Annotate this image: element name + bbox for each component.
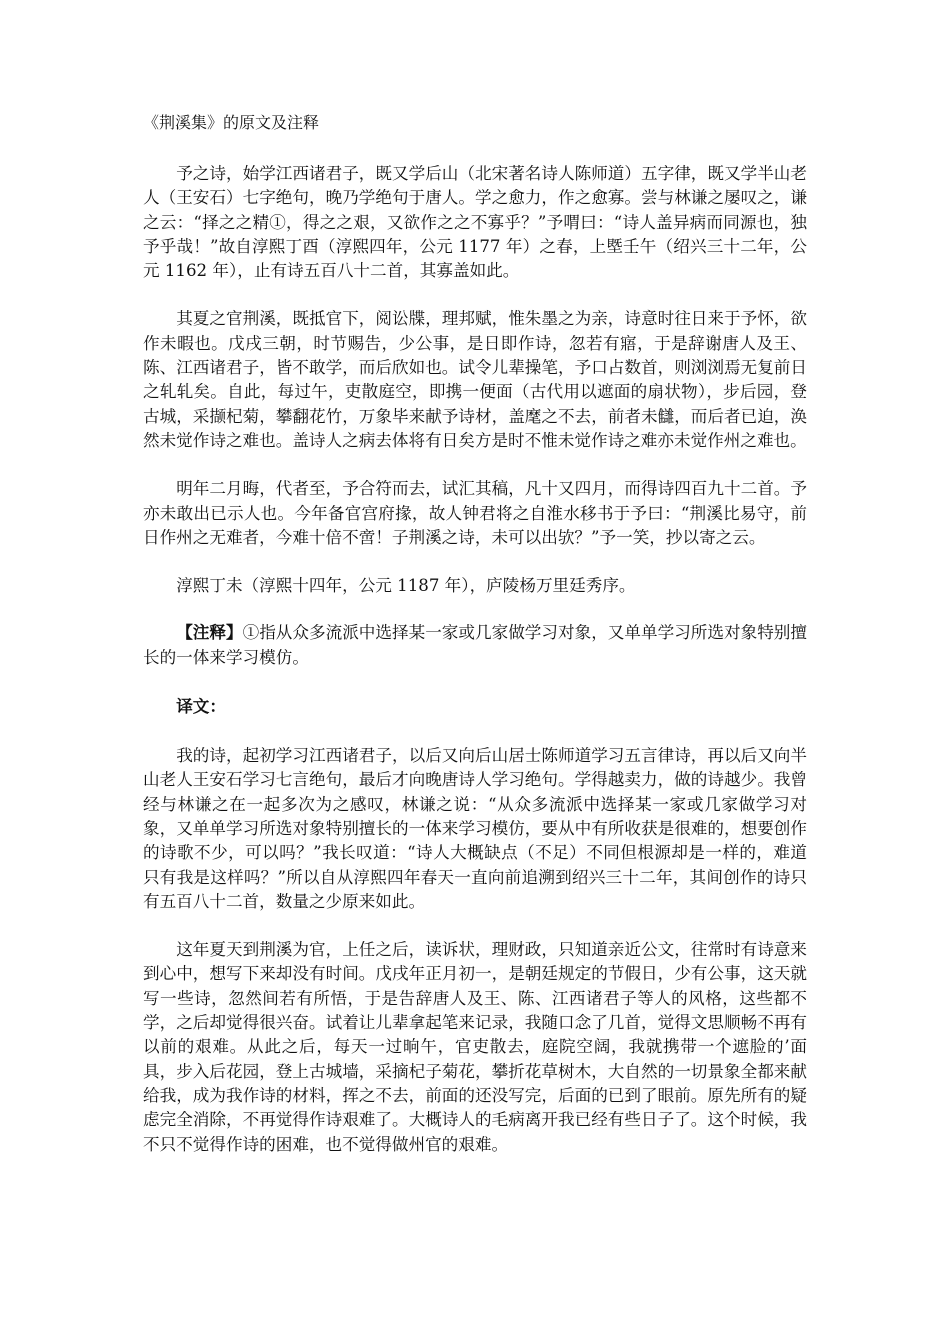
original-paragraph-1: 予之诗，始学江西诸君子，既又学后山（北宋著名诗人陈师道）五字律，既又学半山老人（王安石）七字绝句，晚乃学绝句于唐人。学之愈力，作之愈寡。尝与林谦之屡叹之，谦之云：“择之之精①，得之之艰，又欲作之之不寡乎？”予喟曰：“诗人盖异病而同源也，独予乎哉！”故自淳熙丁酉（淳熙四年，公元 1177 年）之春，上塈壬午（绍兴三十二年，公元 1162 年），止有诗五百八十二首，其寡盖如此。 — [143, 164, 807, 281]
document-page — [143, 110, 807, 1181]
annotation-label: 【注释】 — [176, 622, 243, 643]
original-paragraph-2: 其夏之官荆溪，既抵官下，阅讼牒，理邦赋，惟朱墨之为亲，诗意时往日来于予怀，欲作未暇也。戊戌三朝，时节赐告，少公事，是日即作诗，忽若有寤，于是辞谢唐人及王、陈、江西诸君子，皆不敢学，而后欣如也。试令儿辈操笔，予口占数首，则浏浏焉无复前日之轧轧矣。自此，每过午，吏散庭空，即携一便面（古代用以遮面的扇状物），步后园，登古城，采撷杞菊，攀翻花竹，万象毕来献予诗材，盖麾之不去，前者未讎，而后者已迫，涣然未觉作诗之难也。盖诗人之病去体将有日矣方是时不惟未觉作诗之难亦未觉作州之难也。 — [143, 309, 807, 450]
original-paragraph-3: 明年二月晦，代者至，予合符而去，试汇其稿，凡十又四月，而得诗四百九十二首。予亦未敢出已示人也。今年备官宫府掾，故人钟君将之自淮水移书于予曰：“荆溪比易守，前日作州之无难者，今难十倍不啻！子荆溪之诗，未可以出欤？”予一笑，抄以寄之云。 — [143, 479, 807, 547]
translation-paragraph-2: 这年夏天到荆溪为官，上任之后，读诉状，理财政，只知道亲近公文，往常时有诗意来到心中，想写下来却没有时间。戊戌年正月初一，是朝廷规定的节假日，少有公事，这天就写一些诗，忽然间若有所悟，于是告辞唐人及王、陈、江西诸君子等人的风格，这些都不学，之后却觉得很兴奋。试着让儿辈拿起笔来记录，我随口念了几首，觉得文思顺畅不再有以前的艰难。从此之后，每天一过晌午，官吏散去，庭院空阔，我就携带一个遮脸的’面具，步入后花园，登上古城墙，采摘杞子菊花，攀折花草树木，大自然的一切景象全都来献给我，成为我作诗的材料，挥之不去，前面的还没写完，后面的已到了眼前。原先所有的疑虑完全消除，不再觉得作诗艰难了。大概诗人的毛病离开我已经有些日子了。这个时候，我不只不觉得作诗的困难，也不觉得做州官的艰难。 — [143, 940, 807, 1154]
document-title: 《荆溪集》的原文及注释 — [143, 113, 320, 132]
original-paragraph-4: 淳熙丁未（淳熙十四年，公元 1187 年），庐陵杨万里廷秀序。 — [176, 576, 636, 596]
translation-paragraph-1: 我的诗，起初学习江西诸君子，以后又向后山居士陈师道学习五言律诗，再以后又向半山老人王安石学习七言绝句，最后才向晚唐诗人学习绝句。学得越卖力，做的诗越少。我曾经与林谦之在一起多次为之感叹，林谦之说：“从众多流派中选择某一家或几家做学习对象，又单单学习所选对象特别擅长的一体来学习模仿，要从中有所收获是很难的，想要创作的诗歌不少，可以吗？”我长叹道：“诗人大概缺点（不足）不同但根源却是一样的，难道只有我是这样吗？”所以自从淳熙四年春天一直向前追溯到绍兴三十二年，其间创作的诗只有五百八十二首，数量之少原来如此。 — [143, 746, 807, 911]
annotation-paragraph — [143, 620, 807, 670]
annotation-text: ①指从众多流派中选择某一家或几家做学习对象，又单单学习所选对象特别擅长的一体来学习模仿。 — [143, 623, 808, 667]
translation-heading: 译文： — [176, 696, 226, 717]
